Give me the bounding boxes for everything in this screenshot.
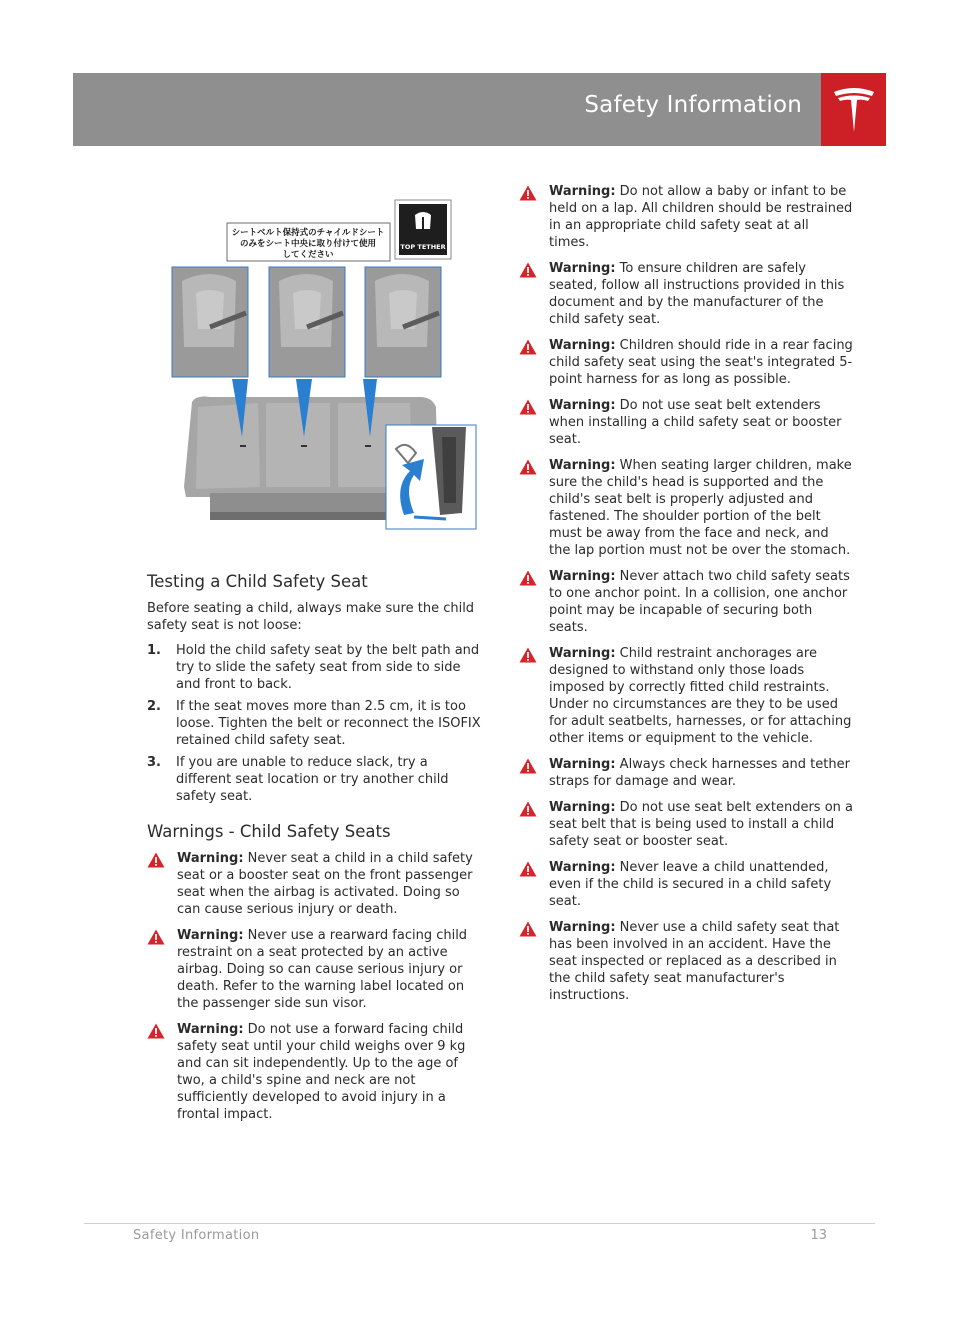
step-text: If you are unable to reduce slack, try a different seat location or try another child safety seat. bbox=[176, 755, 449, 804]
warning-body: To ensure children are safely seated, follow all instructions provided in this document and by the manufacturer of the child safety seat. bbox=[549, 261, 845, 327]
warning-item bbox=[519, 919, 853, 1004]
right-column bbox=[519, 183, 853, 1013]
warning-body: Never leave a child unattended, even if the child is secured in a child safety seat. bbox=[549, 860, 832, 909]
step-number: 3. bbox=[147, 755, 161, 770]
testing-intro: Before seating a child, always make sure the child safety seat is not loose: bbox=[147, 601, 475, 633]
warning-item bbox=[519, 260, 853, 328]
warning-label: Warning: bbox=[549, 184, 616, 199]
warning-triangle-icon bbox=[519, 919, 549, 1004]
warning-body: Never seat a child in a child safety seat or a booster seat on the front passenger seat when the airbag is activated. Doing so can cause serious injury or death. bbox=[177, 851, 473, 917]
warning-text bbox=[549, 183, 853, 251]
warning-triangle-icon bbox=[519, 799, 549, 850]
warning-text bbox=[549, 260, 853, 328]
warning-triangle-icon bbox=[519, 457, 549, 559]
warning-triangle-icon bbox=[519, 568, 549, 636]
warning-item bbox=[147, 1021, 482, 1123]
warning-triangle-icon bbox=[519, 183, 549, 251]
warning-item bbox=[519, 645, 853, 747]
warning-label: Warning: bbox=[549, 757, 616, 772]
warning-body: Do not use seat belt extenders when installing a child safety seat or booster seat. bbox=[549, 398, 842, 447]
step-number: 1. bbox=[147, 643, 161, 658]
tesla-t-logo-icon bbox=[832, 84, 876, 136]
warning-label: Warning: bbox=[177, 851, 244, 866]
page-number: 13 bbox=[810, 1228, 827, 1243]
warning-triangle-icon bbox=[147, 850, 177, 918]
headrest-panel-right bbox=[365, 267, 441, 377]
warning-body: Always check harnesses and tether straps for damage and wear. bbox=[549, 757, 850, 789]
warning-label: Warning: bbox=[549, 338, 616, 353]
warning-item bbox=[147, 927, 482, 1012]
tesla-logo bbox=[821, 73, 886, 146]
warning-item bbox=[519, 859, 853, 910]
headrest-panel-left bbox=[172, 267, 248, 377]
warning-triangle-icon bbox=[147, 1021, 177, 1123]
warning-text bbox=[549, 799, 853, 850]
list-item bbox=[147, 754, 482, 805]
warning-text bbox=[549, 756, 853, 790]
warning-item bbox=[519, 337, 853, 388]
testing-steps bbox=[147, 642, 482, 805]
jp-label-line-3: してください bbox=[282, 250, 334, 260]
warning-triangle-icon bbox=[519, 756, 549, 790]
warning-item bbox=[519, 183, 853, 251]
warning-triangle-icon bbox=[519, 859, 549, 910]
warning-item bbox=[147, 850, 482, 918]
warning-label: Warning: bbox=[177, 928, 244, 943]
warning-text bbox=[177, 850, 482, 918]
warning-body: Do not allow a baby or infant to be held on a lap. All children should be restrained in an appropriate child safety seat at all times. bbox=[549, 184, 853, 250]
warning-label: Warning: bbox=[549, 920, 616, 935]
left-column bbox=[147, 572, 482, 1132]
anchor-inset bbox=[386, 425, 476, 529]
step-text: If the seat moves more than 2.5 cm, it is too loose. Tighten the belt or reconnect the ISOFIX retained child safety seat. bbox=[176, 699, 481, 748]
right-warnings-list bbox=[519, 183, 853, 1004]
warning-text bbox=[177, 927, 482, 1012]
testing-heading: Testing a Child Safety Seat bbox=[147, 572, 368, 591]
step-number: 2. bbox=[147, 699, 161, 714]
headrest-panel-center bbox=[269, 267, 345, 377]
child-seat-illustration bbox=[170, 197, 477, 530]
list-item bbox=[147, 642, 482, 693]
warning-item bbox=[519, 568, 853, 636]
warning-triangle-icon bbox=[519, 397, 549, 448]
warning-body: Never use a child safety seat that has been involved in an accident. Have the seat inspected or replaced as a described in the child safety seat manufacturer's instructions. bbox=[549, 920, 840, 1003]
warning-text bbox=[549, 337, 853, 388]
warning-item bbox=[519, 457, 853, 559]
warning-label: Warning: bbox=[549, 398, 616, 413]
warning-text bbox=[549, 919, 853, 1004]
warning-body: Never use a rearward facing child restraint on a seat protected by an active airbag. Doing so can cause serious injury or death. Refer to the warning label located on the passenger side sun visor. bbox=[177, 928, 468, 1011]
warning-text bbox=[549, 457, 853, 559]
warnings-heading: Warnings - Child Safety Seats bbox=[147, 822, 391, 841]
warning-item bbox=[519, 756, 853, 790]
warning-item bbox=[519, 397, 853, 448]
jp-label-line-2: のみをシート中央に取り付けて使用 bbox=[239, 239, 377, 249]
left-warnings-list bbox=[147, 850, 482, 1123]
warning-body: Child restraint anchorages are designed to withstand only those loads imposed by correctly fitted child restraints. Under no circumstances are they to be used for adult seatbelts, harnesses, or for attaching other items or equipment to the vehicle. bbox=[549, 646, 852, 746]
warning-body: Do not use a forward facing child safety seat until your child weighs over 9 kg and can sit independently. Up to the age of two, a child's spine and neck are not sufficiently developed to avoid injury in a frontal impact. bbox=[177, 1022, 466, 1122]
warning-label: Warning: bbox=[549, 800, 616, 815]
page-title: Safety Information bbox=[584, 92, 802, 118]
warning-label: Warning: bbox=[549, 458, 616, 473]
list-item bbox=[147, 698, 482, 749]
warning-label: Warning: bbox=[549, 261, 616, 276]
warning-text bbox=[549, 568, 853, 636]
warning-body: Children should ride in a rear facing child safety seat using the seat's integrated 5-point harness for as long as possible. bbox=[549, 338, 853, 387]
warning-body: Do not use seat belt extenders on a seat belt that is being used to install a child safety seat or booster seat. bbox=[549, 800, 853, 849]
footer-section-name: Safety Information bbox=[133, 1228, 260, 1243]
warning-label: Warning: bbox=[549, 569, 616, 584]
warning-label: Warning: bbox=[549, 860, 616, 875]
warning-text bbox=[177, 1021, 482, 1123]
warning-triangle-icon bbox=[519, 260, 549, 328]
step-text: Hold the child safety seat by the belt path and try to slide the safety seat from side to side and front to back. bbox=[176, 643, 480, 692]
footer-divider bbox=[84, 1223, 875, 1224]
warning-text bbox=[549, 859, 853, 910]
jp-label-line-1: シートベルト保持式のチャイルドシート bbox=[231, 228, 385, 238]
warning-text bbox=[549, 645, 853, 747]
warning-triangle-icon bbox=[519, 645, 549, 747]
warning-triangle-icon bbox=[519, 337, 549, 388]
warning-label: Warning: bbox=[549, 646, 616, 661]
top-tether-label: TOP TETHER bbox=[400, 243, 446, 251]
warning-body: Never attach two child safety seats to one anchor point. In a collision, one anchor point may be incapable of securing both seats. bbox=[549, 569, 850, 635]
warning-label: Warning: bbox=[177, 1022, 244, 1037]
warning-triangle-icon bbox=[147, 927, 177, 1012]
warning-body: When seating larger children, make sure the child's head is supported and the child's seat belt is properly adjusted and fastened. The shoulder portion of the belt must be away from the face and neck, and the lap portion must not be over the stomach. bbox=[549, 458, 852, 558]
warning-text bbox=[549, 397, 853, 448]
warning-item bbox=[519, 799, 853, 850]
